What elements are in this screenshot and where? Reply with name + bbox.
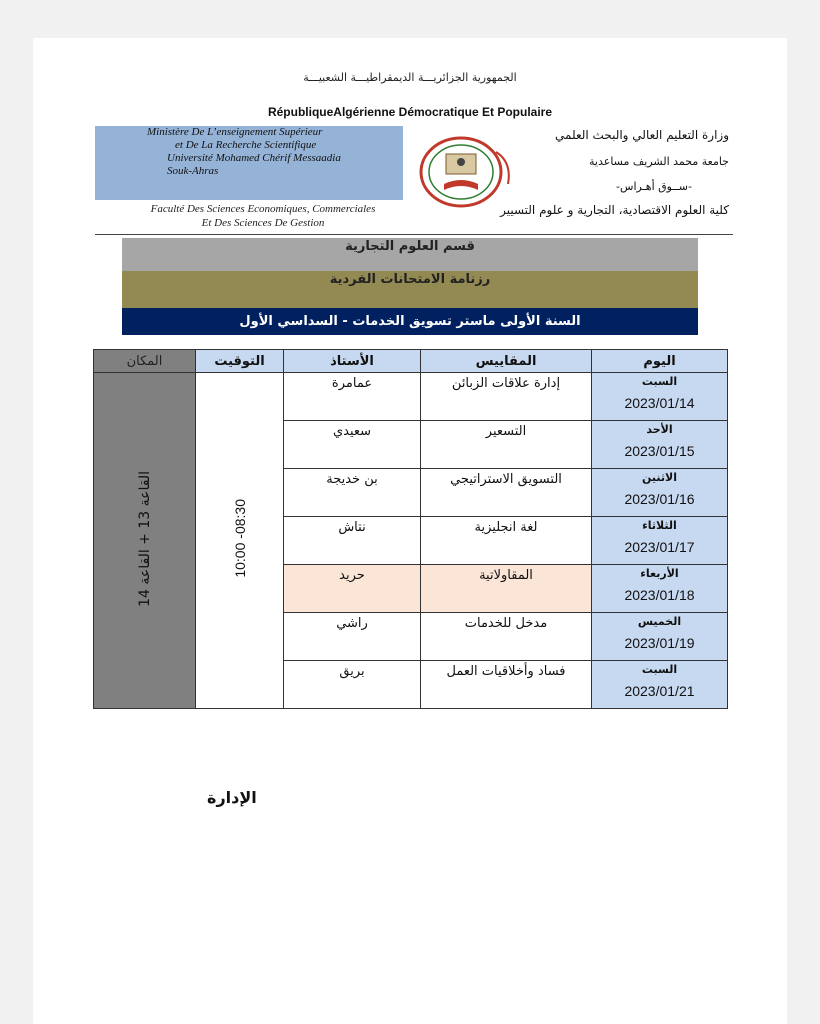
day-cell <box>592 517 728 565</box>
ministry-arabic: وزارة التعليم العالي والبحث العلمي <box>555 128 729 142</box>
day-cell <box>592 661 728 709</box>
module-cell: مدخل للخدمات <box>421 613 592 661</box>
day-cell <box>592 469 728 517</box>
university-fr: Université Mohamed Chérif Messaadia <box>167 152 341 164</box>
header-day: اليوم <box>592 350 728 373</box>
module-cell: المقاولاتية <box>421 565 592 613</box>
day-name: الاثنين <box>642 471 677 484</box>
title-banner: رزنامة الامتحانات الفردية <box>122 271 698 308</box>
day-name: الأربعاء <box>640 567 679 580</box>
module-cell: إدارة علاقات الزبائن <box>421 373 592 421</box>
french-header-box <box>95 126 403 200</box>
teacher-cell: سعيدي <box>284 421 421 469</box>
day-name: الأحد <box>646 423 673 436</box>
day-date: 2023/01/15 <box>624 443 695 459</box>
ministry-fr-line1: Ministère De L’enseignement Supérieur <box>147 126 323 138</box>
header-place: المكان <box>94 350 196 373</box>
program-banner: السنة الأولى ماستر تسويق الخدمات - السداسي الأول <box>122 308 698 335</box>
day-name: السبت <box>641 375 678 388</box>
day-cell <box>592 613 728 661</box>
day-date: 2023/01/19 <box>624 635 695 651</box>
exam-place: القاعة 13 + القاعة 14 <box>136 470 153 607</box>
teacher-cell: بريق <box>284 661 421 709</box>
university-seal-logo <box>416 132 516 208</box>
place-cell <box>94 373 196 709</box>
teacher-cell: راشي <box>284 613 421 661</box>
city-arabic: -ســوق أهـراس- <box>616 180 692 193</box>
day-cell <box>592 565 728 613</box>
republic-arabic: الجمهورية الجزائريـــة الديمقراطيـــة الشعبيـــة <box>303 71 517 84</box>
module-cell: فساد وأخلاقيات العمل <box>421 661 592 709</box>
header-time: التوقيت <box>196 350 284 373</box>
table-row <box>94 373 728 421</box>
table-header-row <box>94 350 728 373</box>
department-banner: قسم العلوم التجارية <box>122 238 698 271</box>
module-cell: لغة انجليزية <box>421 517 592 565</box>
day-date: 2023/01/16 <box>624 491 695 507</box>
day-date: 2023/01/14 <box>624 395 695 411</box>
teacher-cell: بن خديجة <box>284 469 421 517</box>
republic-french: RépubliqueAlgérienne Démocratique Et Populaire <box>267 105 553 119</box>
header-teacher: الأستاذ <box>284 350 421 373</box>
exam-time: 08:30- 10:00 <box>231 499 248 578</box>
faculty-fr-line1: Faculté Des Sciences Economiques, Commerciales <box>150 203 376 215</box>
module-cell: التسويق الاستراتيجي <box>421 469 592 517</box>
faculty-french <box>113 202 413 230</box>
day-date: 2023/01/18 <box>624 587 695 603</box>
teacher-cell: عمامرة <box>284 373 421 421</box>
teacher-cell: حريد <box>284 565 421 613</box>
day-name: السبت <box>641 663 678 676</box>
time-cell <box>196 373 284 709</box>
module-cell: التسعير <box>421 421 592 469</box>
day-cell <box>592 373 728 421</box>
day-date: 2023/01/17 <box>624 539 695 555</box>
faculty-arabic: كلية العلوم الاقتصادية، التجارية و علوم التسيير <box>500 203 729 217</box>
administration-signature: الإدارة <box>207 788 257 807</box>
day-name: الخميس <box>637 615 682 628</box>
document-page <box>33 38 787 1024</box>
faculty-fr-line2: Et Des Sciences De Gestion <box>201 217 325 229</box>
university-arabic: جامعة محمد الشريف مساعدية <box>589 155 729 168</box>
exam-schedule-table <box>93 349 728 709</box>
city-fr: Souk-Ahras <box>167 165 219 177</box>
header-divider <box>95 234 733 235</box>
header-module: المقاييس <box>421 350 592 373</box>
day-cell <box>592 421 728 469</box>
ministry-fr-line2: et De La Recherche Scientifique <box>175 139 317 151</box>
day-date: 2023/01/21 <box>624 683 695 699</box>
teacher-cell: نتاش <box>284 517 421 565</box>
day-name: الثلاثاء <box>642 519 677 532</box>
